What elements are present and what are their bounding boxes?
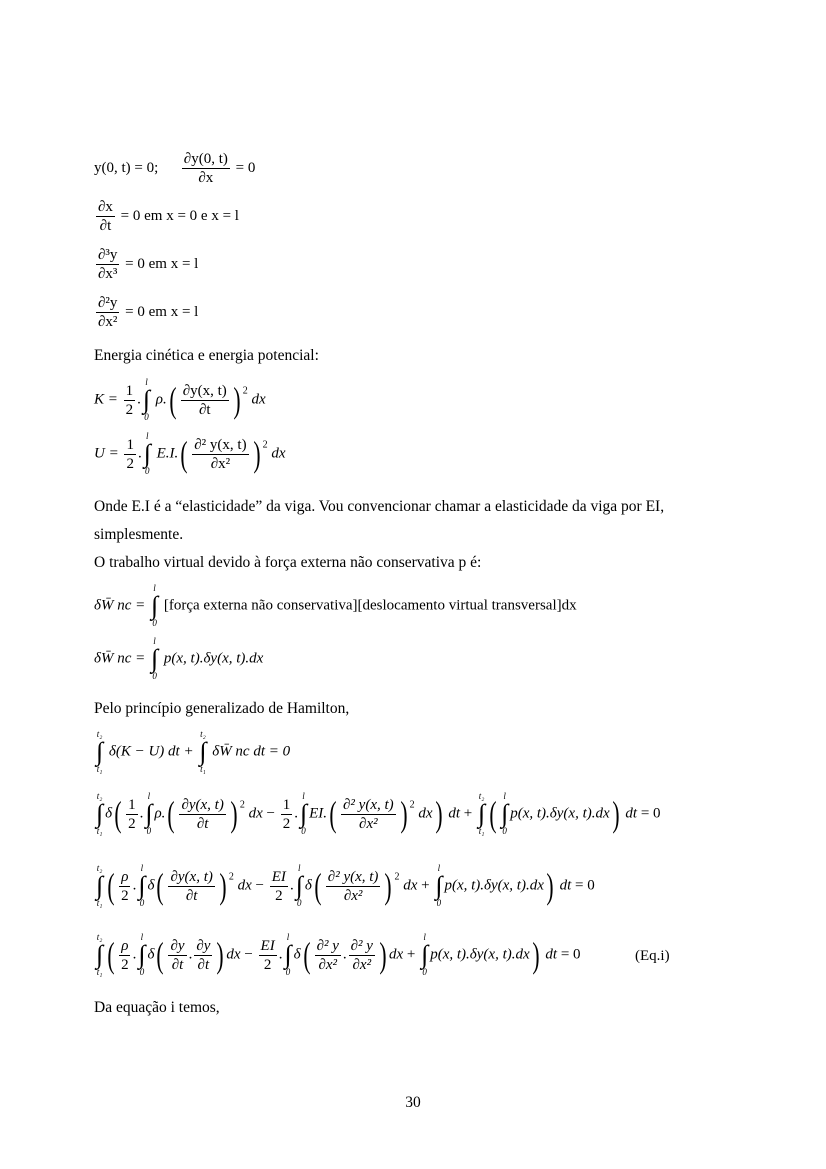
w1-lhs: δW̄ nc =: [94, 597, 146, 614]
onde-paragraph-line1: Onde E.I é a “elasticidade” da viga. Vou convencionar chamar a elasticidade da viga por EI,: [94, 498, 665, 515]
boundary-condition-4: [94, 294, 198, 331]
boundary-condition-3: [94, 246, 198, 283]
bc3-den: ∂x³: [98, 266, 118, 282]
hamilton-equation: t₂ ∫ t₁ δ(K − U) dt + t₂ ∫ t₁ δW̄ nc dt = 0: [96, 729, 291, 774]
bc4-den: ∂x²: [98, 314, 118, 330]
u-deriv-den: ∂x²: [210, 455, 231, 472]
page-number: 30: [405, 1094, 421, 1111]
bc1-left: y(0, t) = 0;: [94, 159, 159, 176]
bc2-fraction: [96, 198, 115, 235]
onde-paragraph-line2: simplesmente.: [94, 526, 184, 543]
bc1-den: ∂x: [198, 170, 214, 186]
bc1-rhs: = 0: [235, 159, 256, 176]
ham-part-b: δW̄ nc dt = 0: [212, 743, 291, 760]
w1-rhs: [força externa não conservativa][deslocamento virtual transversal]dx: [163, 597, 577, 614]
ham-part-a: δ(K − U) dt +: [108, 743, 194, 760]
hamilton-paragraph: Pelo princípio generalizado de Hamilton,: [94, 700, 350, 717]
k-half-num: 1: [125, 382, 134, 399]
virtual-work-equation-1: [94, 584, 577, 628]
bc1-num: ∂y(0, t): [183, 151, 228, 167]
trabalho-paragraph: O trabalho virtual devido à força externa não conservativa p é:: [94, 554, 482, 571]
bc2-num: ∂x: [98, 199, 113, 215]
u-half: [124, 436, 136, 473]
k-half-den: 2: [125, 401, 134, 418]
k-integral: l ∫ 0: [142, 377, 151, 422]
hamilton-expanded-2: t₂ ∫ t₁ ( $\frac{\rho}{2}$ . l ∫ 0 δ( $\frac{\partial y(x, t)}{\partial t}$ ) $^2$ dx − $\frac{EI}{2}$ . l ∫ 0 δ( $\frac{\text{∂² y(x, t)}}{\text{∂x²}}$ ) $^2$ dx + l ∫ 0 p(x, t).δy(x, t).dx) dt = 0: [96, 863, 595, 908]
u-half-num: 1: [126, 436, 134, 453]
potential-energy-equation: U = $\frac{1}{2}$ . l ∫ 0 E.I.( $\frac{\text{∂² y(x, t)}}{\text{∂x²}}$ ) $^2$ dx: [94, 431, 286, 476]
k-half: [124, 382, 136, 419]
k-lhs: K =: [94, 391, 118, 408]
bc2-rhs: = 0 em x = 0 e x = l: [120, 207, 239, 224]
da-equacao-paragraph: Da equação i temos,: [94, 999, 220, 1016]
w1-integral: l ∫ 0: [151, 583, 159, 628]
bc4-fraction: [96, 294, 119, 331]
w2-lhs: δW̄ nc =: [94, 650, 146, 667]
u-half-den: 2: [126, 455, 134, 472]
bc3-num: ∂³y: [98, 247, 118, 263]
u-lhs: U =: [94, 445, 119, 462]
bc3-rhs: = 0 em x = l: [125, 255, 199, 272]
bc4-rhs: = 0 em x = l: [125, 303, 199, 320]
k-deriv-den: ∂t: [198, 401, 211, 418]
bc3-fraction: [96, 246, 119, 283]
k-derivative: [181, 382, 229, 419]
kinetic-energy-equation: K = $\frac{1}{2}$ . l ∫ 0 ρ.( $\frac{\partial y(x, t)}{\partial t}$ ) $^2$ dx: [94, 377, 266, 422]
hamilton-expanded-1: t₂ ∫ t₁ δ( $\frac{1}{2}$ . l ∫ 0 ρ.( $\frac{\partial y(x, t)}{\partial t}$ ) $^2$ dx − $\frac{1}{2}$ . l ∫ 0 EI.( $\frac{\text{∂² y(x, t)}}{\text{∂x²}}$ ) $^2$ dx) dt + t₂ ∫ t₁ ( l ∫ 0 p(x, t).δy(x, t).dx) dt = 0: [96, 791, 661, 836]
hamilton-expanded-3: t₂ ∫ t₁ ( $\frac{\rho}{2}$ . l ∫ 0 δ( $\frac{\partial y}{\partial t}$ . $\frac{\partial y}{\partial t}$ ) dx − $\frac{EI}{2}$ . l ∫ 0 δ( $\frac{\text{∂² y}}{\text{∂x²}}$ . $\frac{\text{∂² y}}{\text{∂x²}}$ ) dx + l ∫ 0 p(x, t).δy(x, t).dx) dt = 0: [96, 932, 581, 977]
equation-tag: (Eq.i): [635, 948, 670, 964]
boundary-condition-2: [94, 198, 239, 235]
energia-heading: Energia cinética e energia potencial:: [94, 347, 319, 364]
k-deriv-num: ∂y(x, t): [182, 382, 227, 399]
w2-integral: l ∫ 0: [151, 636, 159, 681]
u-derivative: [192, 436, 248, 473]
virtual-work-equation-2: [94, 637, 263, 681]
u-integral: l ∫ 0: [143, 431, 151, 476]
boundary-condition-1: [94, 150, 255, 187]
w2-rhs: p(x, t).δy(x, t).dx: [163, 650, 264, 667]
u-deriv-num: ∂² y(x, t): [194, 436, 247, 453]
bc4-num: ∂²y: [98, 295, 118, 311]
bc1-fraction: [182, 150, 230, 187]
bc2-den: ∂t: [99, 218, 112, 234]
